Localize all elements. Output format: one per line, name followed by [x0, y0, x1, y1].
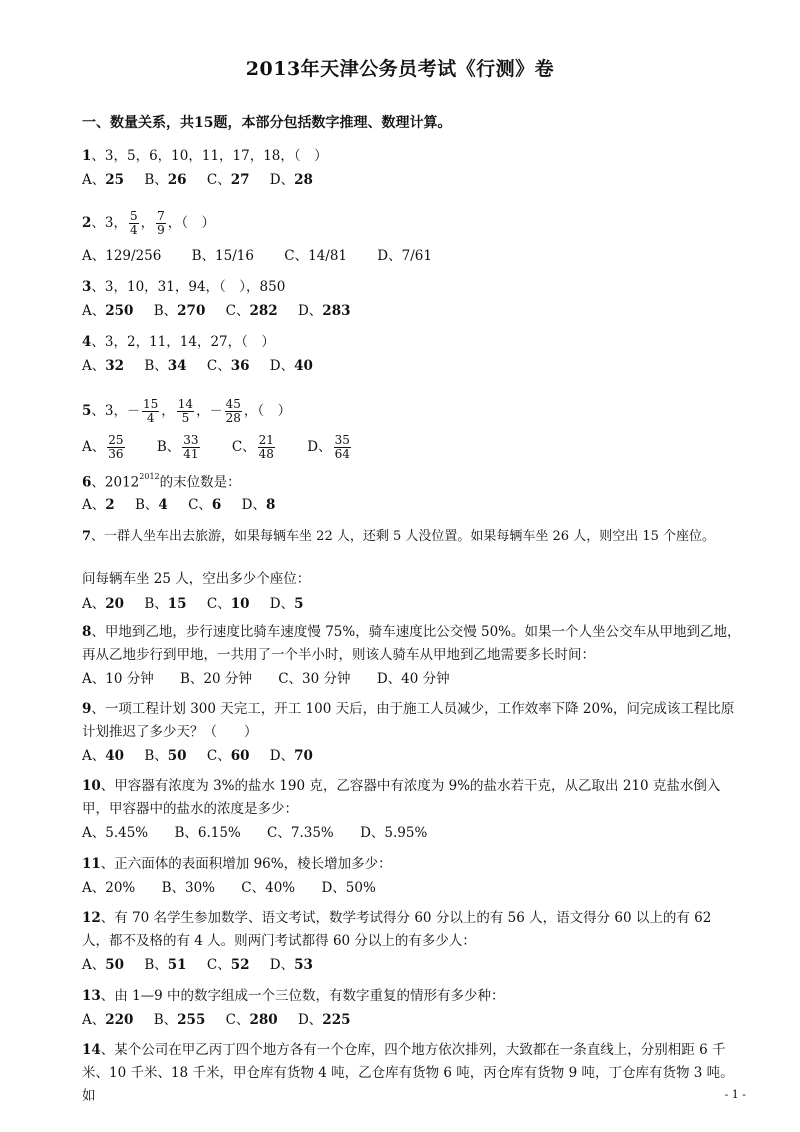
option-b: B、270 [153, 303, 206, 319]
option-b: B、6.15% [174, 825, 241, 841]
question-text: 、3， [91, 403, 127, 419]
question-text: 、甲地到乙地，步行速度比骑车速度慢 75%，骑车速度比公交慢 50%。如果一个人坐公交车从甲地到乙地，再从乙地步行到甲地，一共用了一个半小时，则该人骑车从甲地到乙地需要多长时间： [82, 624, 741, 663]
question-number: 3 [82, 279, 92, 295]
fraction: $\frac{45}{28}$ [225, 397, 241, 425]
question-number: 8 [82, 624, 92, 640]
option-c: C、40% [241, 880, 296, 896]
question-number: 7 [82, 529, 92, 544]
question-number: 4 [82, 334, 92, 350]
options-3 [82, 299, 366, 319]
question-text: 、由 1—9 中的数字组成一个三位数，有数字重复的情形有多少种： [100, 988, 505, 1004]
question-number: 13 [82, 988, 101, 1004]
question-text: 、某个公司在甲乙丙丁四个地方各有一个仓库，四个地方依次排列，大致都在一条直线上，分别相距 6 千米、10 千米、18 千米，甲仓库有货物 4 吨，乙仓库有货物 6 吨，丙仓库有货物 9 吨，丁仓库有货物 3 吨。如 [82, 1042, 734, 1104]
options-12 [82, 953, 329, 973]
option-b: B、 $\frac{33}{41}$ [156, 433, 199, 461]
options-13 [82, 1008, 366, 1028]
options-4 [82, 354, 329, 374]
option-c: C、14/81 [284, 248, 347, 264]
question-9 [82, 698, 742, 744]
question-text: 、3，10，31，94，（ ），850 [91, 279, 286, 295]
option-c: C、27 [206, 172, 250, 188]
option-a: A、 $\frac{25}{36}$ [82, 433, 124, 461]
option-b: B、51 [144, 957, 187, 973]
fraction: $\frac{5}{4}$ [130, 209, 138, 237]
option-a: A、220 [82, 1012, 134, 1028]
option-b: B、20 分钟 [180, 671, 252, 687]
option-d: D、225 [297, 1012, 351, 1028]
question-text: 、正六面体的表面积增加 96%，棱长增加多少： [100, 856, 392, 872]
fraction: $\frac{14}{5}$ [177, 397, 194, 425]
question-number: 5 [82, 403, 92, 419]
question-number: 9 [82, 701, 92, 717]
question-6 [82, 470, 241, 492]
option-c: C、7.35% [267, 825, 334, 841]
question-number: 6 [82, 474, 92, 491]
option-d: D、283 [297, 303, 351, 319]
option-a: A、250 [82, 303, 134, 319]
option-b: B、26 [144, 172, 187, 188]
option-d: D、7/61 [377, 248, 432, 264]
options-10 [82, 821, 443, 841]
question-text: 、3， [91, 215, 127, 231]
option-a: A、20% [82, 880, 136, 896]
option-d: D、40 分钟 [376, 671, 450, 687]
option-b: B、50 [144, 748, 187, 764]
question-text: 、有 70 名学生参加数学、语文考试，数学考试得分 60 分以上的有 56 人，语文得分 60 以上的有 62 人，都不及格的有 4 人。则两门考试都得 60 分以上的有多少人： [82, 910, 712, 949]
option-a: A、25 [82, 172, 125, 188]
question-text: 、一项工程计划 300 天完工，开工 100 天后，由于施工人员减少，工作效率下降 20%，问完成该工程比原计划推迟了多少天？（ ） [82, 701, 735, 740]
option-d: D、8 [241, 497, 276, 513]
option-b: B、15/16 [191, 248, 254, 264]
question-3 [82, 278, 285, 296]
question-7-continued: 问每辆车坐 25 人，空出多少个座位： [82, 571, 311, 587]
option-d: D、53 [269, 957, 313, 973]
option-c: C、30 分钟 [278, 671, 351, 687]
option-d: D、5.95% [360, 825, 428, 841]
option-b: B、4 [134, 497, 168, 513]
question-number: 2 [82, 215, 92, 231]
options-6 [82, 493, 291, 513]
option-c: C、36 [206, 358, 250, 374]
power-base: 、2012 [91, 474, 140, 491]
option-a: A、5.45% [82, 825, 149, 841]
option-a: A、50 [82, 957, 125, 973]
question-8 [82, 621, 742, 667]
options-5 [82, 432, 369, 462]
question-4 [82, 333, 275, 351]
option-d: D、50% [321, 880, 376, 896]
question-12 [82, 907, 742, 953]
page-number: - 1 - [724, 1088, 746, 1101]
options-2 [82, 244, 448, 264]
power-exponent: 2012 [139, 472, 160, 481]
option-c: C、52 [206, 957, 250, 973]
question-1 [82, 147, 328, 165]
section-heading: 一、数量关系，共15题，本部分包括数字推理、数理计算。 [82, 115, 452, 131]
option-a: A、32 [82, 358, 125, 374]
question-11 [82, 855, 392, 873]
options-9 [82, 744, 329, 764]
question-number: 12 [82, 910, 101, 926]
option-c: C、10 [206, 596, 250, 612]
option-d: D、40 [269, 358, 313, 374]
option-a: A、20 [82, 596, 125, 612]
option-b: B、30% [161, 880, 215, 896]
option-d: D、28 [269, 172, 313, 188]
question-14 [82, 1039, 742, 1108]
option-c: C、60 [206, 748, 250, 764]
options-1 [82, 168, 329, 188]
option-a: A、2 [82, 497, 115, 513]
question-text: 、3，2，11，14，27，（ ） [91, 334, 275, 350]
question-10 [82, 775, 742, 821]
option-c: C、282 [225, 303, 278, 319]
option-b: B、15 [144, 596, 187, 612]
question-5: 5、3，－ $\frac{15}{4}$ ， $\frac{14}{5}$ ，－ $\frac{45}{28}$ ，（ ） [82, 397, 292, 425]
option-c: C、280 [225, 1012, 278, 1028]
option-b: B、34 [144, 358, 187, 374]
option-d: D、70 [269, 748, 313, 764]
option-a: A、40 [82, 748, 125, 764]
option-b: B、255 [153, 1012, 206, 1028]
options-7 [82, 592, 320, 612]
option-a: A、129/256 [82, 248, 162, 264]
option-d: D、5 [269, 596, 304, 612]
question-number: 14 [82, 1042, 101, 1058]
option-c: C、 $\frac{21}{48}$ [231, 433, 274, 461]
question-text: 、3，5，6，10，11，17，18，（ ） [91, 148, 328, 164]
page-title: 2013年天津公务员考试《行测》卷 [245, 58, 555, 80]
question-13 [82, 987, 505, 1005]
fraction: $\frac{15}{4}$ [143, 397, 159, 425]
question-text: 的末位数是： [159, 474, 241, 491]
question-number: 11 [82, 856, 101, 872]
question-7 [82, 528, 715, 546]
fraction: $\frac{7}{9}$ [157, 209, 165, 237]
options-11 [82, 876, 392, 896]
question-number: 10 [82, 778, 101, 794]
option-d: D、 $\frac{35}{64}$ [307, 433, 350, 461]
option-a: A、10 分钟 [82, 671, 154, 687]
options-8 [82, 667, 466, 687]
option-c: C、6 [188, 497, 222, 513]
question-number: 1 [82, 148, 92, 164]
question-2: 2、3， $\frac{5}{4}$ ， $\frac{7}{9}$ ，（ ） [82, 209, 216, 237]
question-text: 、甲容器有浓度为 3%的盐水 190 克，乙容器中有浓度为 9%的盐水若干克，从乙取出 210 克盐水倒入甲，甲容器中的盐水的浓度是多少： [82, 778, 721, 817]
question-text: 、一群人坐车出去旅游，如果每辆车坐 22 人，还剩 5 人没位置。如果每辆车坐 26 人，则空出 15 个座位。 [91, 529, 716, 544]
